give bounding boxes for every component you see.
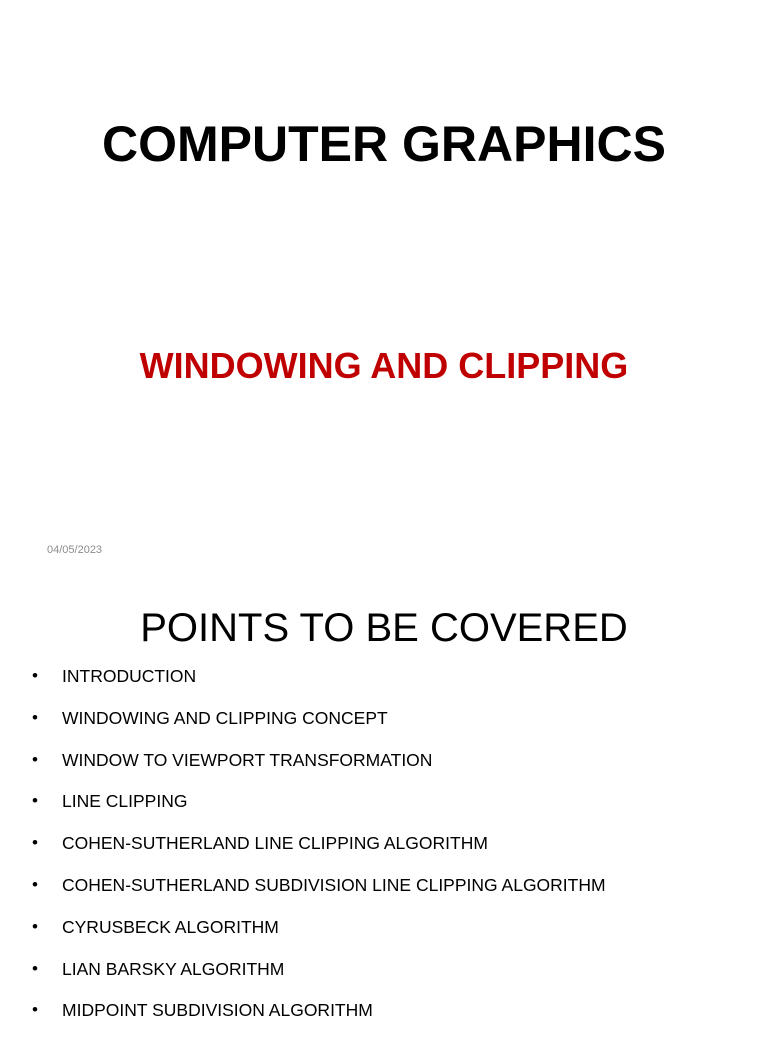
bullet-icon: • [32, 666, 38, 685]
slide-title: COMPUTER GRAPHICS [102, 116, 666, 172]
list-item-text: CYRUSBECK ALGORITHM [62, 916, 279, 937]
bullet-icon: • [32, 916, 38, 936]
bullet-icon: • [32, 749, 38, 769]
list-item-text: COHEN-SUTHERLAND LINE CLIPPING ALGORITHM [62, 833, 488, 854]
slide-date: 04/05/2023 [47, 544, 103, 556]
points-title: POINTS TO BE COVERED [140, 606, 628, 650]
list-item-text: INTRODUCTION [62, 666, 197, 686]
bullet-icon: • [32, 958, 38, 978]
bullet-icon: • [32, 874, 38, 894]
bullet-icon: • [32, 833, 38, 853]
points-slide [0, 576, 768, 1024]
bullet-icon: • [32, 791, 38, 811]
list-item-text: WINDOW TO VIEWPORT TRANSFORMATION [62, 749, 433, 770]
list-item-text: COHEN-SUTHERLAND SUBDIVISION LINE CLIPPING ALGORITHM [62, 874, 606, 895]
bullet-icon: • [32, 707, 38, 727]
list-item-text: LINE CLIPPING [62, 791, 188, 812]
bullet-icon: • [32, 1000, 38, 1020]
list-item-text: WINDOWING AND CLIPPING CONCEPT [62, 707, 388, 728]
slide-subtitle: WINDOWING AND CLIPPING [139, 345, 629, 386]
list-item-text: MIDPOINT SUBDIVISION ALGORITHM [62, 1000, 373, 1021]
list-item-text: LIAN BARSKY ALGORITHM [62, 958, 285, 979]
